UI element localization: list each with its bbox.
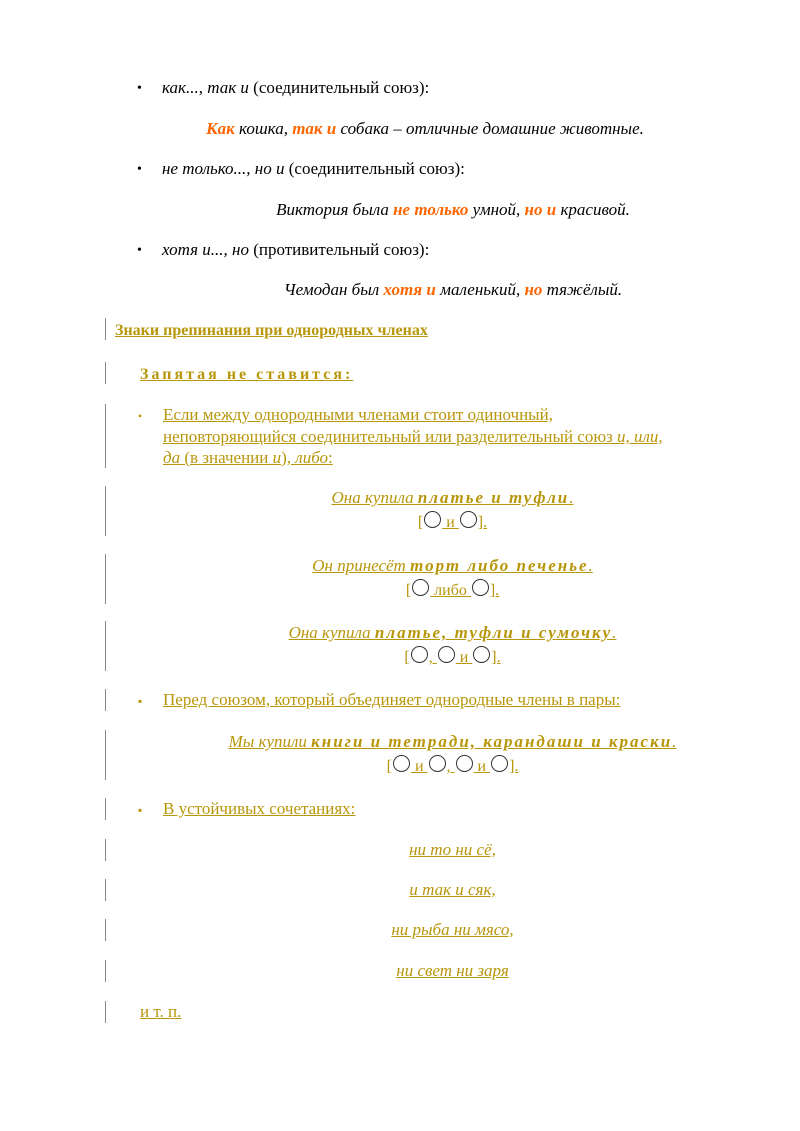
circle-icon [491, 755, 508, 772]
list-bullet: • [137, 162, 142, 177]
rule-2: Перед союзом, который объединяет однородные члены в пары: [163, 690, 621, 709]
example-text: Виктория была [276, 200, 394, 219]
idiom-1: ни то ни сё, [409, 840, 496, 859]
schema-text: , [446, 758, 455, 775]
example-text: . [588, 556, 593, 575]
example-text: Мы купили [228, 732, 312, 751]
change-bar [105, 362, 106, 384]
rule-italic: и, или, [617, 427, 663, 446]
list-bullet: ▪ [138, 694, 143, 708]
example-text: тяжёлый. [542, 280, 623, 299]
circle-icon [456, 755, 473, 772]
schema-3 [0, 646, 800, 669]
schema-1 [0, 511, 800, 534]
list-bullet: • [138, 409, 143, 423]
schema-text: и [473, 758, 491, 775]
highlight-word: хотя и [383, 280, 436, 299]
example-sentence-2 [0, 199, 800, 221]
example-text: Она купила [331, 488, 418, 507]
example-bold: торт либо печенье [410, 556, 589, 575]
etc-text: и т. п. [140, 1002, 182, 1021]
rule-1-line-2 [163, 426, 663, 448]
example-text: маленький, [435, 280, 525, 299]
circle-icon [438, 646, 455, 663]
conjunction-item-3 [162, 239, 429, 261]
highlight-word: но и [524, 200, 557, 219]
change-bar [105, 689, 106, 711]
example-bold: книги и тетради, карандаши и краски [311, 732, 673, 751]
example-text: . [672, 732, 677, 751]
schema-text: и [410, 758, 428, 775]
schema-text: ]. [477, 514, 488, 531]
schema-text: ]. [489, 582, 500, 599]
idiom-2: и так и сяк, [409, 880, 496, 899]
conjunction-desc: (соединительный союз): [253, 78, 430, 97]
rule-1-line-1: Если между однородными членами стоит одиночный, [163, 405, 553, 424]
schema-text: [ [405, 582, 412, 599]
conjunction-term: не только..., но и [162, 159, 285, 178]
schema-text: и [442, 514, 459, 531]
circle-icon [393, 755, 410, 772]
schema-text: [ [386, 758, 392, 775]
schema-4 [0, 755, 800, 778]
rule-text: : [328, 448, 333, 467]
schema-text: ]. [509, 758, 519, 775]
list-bullet: ▪ [138, 803, 143, 817]
schema-text: ]. [491, 649, 501, 666]
conjunction-item-1 [162, 77, 429, 99]
circle-icon [473, 646, 490, 663]
schema-2 [0, 579, 800, 602]
example-text: . [612, 623, 617, 642]
circle-icon [429, 755, 446, 772]
circle-icon [424, 511, 441, 528]
highlight-word: но [524, 280, 543, 299]
section-subheading: Запятая не ставится: [140, 366, 354, 383]
example-sentence-1 [0, 118, 800, 140]
circle-icon [411, 646, 428, 663]
highlight-word: так и [292, 119, 337, 138]
change-bar [105, 1001, 106, 1023]
rule-italic: и [272, 448, 282, 467]
highlight-word: Как [206, 119, 235, 138]
schema-text: , [428, 649, 437, 666]
example-text: . [569, 488, 574, 507]
example-sentence-3 [0, 279, 800, 301]
conjunction-desc: (противительный союз): [253, 240, 430, 259]
example-text: Она купила [288, 623, 375, 642]
conjunction-term: хотя и..., но [162, 240, 249, 259]
rule-italic: да [163, 448, 181, 467]
example-text: Он принесёт [312, 556, 411, 575]
schema-text: [ [404, 649, 410, 666]
rule-italic: либо [295, 448, 329, 467]
change-bar [105, 404, 106, 468]
change-bar [105, 798, 106, 820]
example-text: Чемодан был [283, 280, 384, 299]
rule-3: В устойчивых сочетаниях: [163, 799, 356, 818]
example-text: кошка, [234, 119, 293, 138]
conjunction-item-2 [162, 158, 465, 180]
circle-icon [412, 579, 429, 596]
rule-text: ), [281, 448, 296, 467]
example-text: красивой. [556, 200, 630, 219]
change-bar [105, 318, 106, 340]
rule-text: неповторяющийся соединительный или разделительный союз [163, 427, 618, 446]
example-bold: платье, туфли и сумочку [374, 623, 613, 642]
idiom-3: ни рыба ни мясо, [391, 920, 514, 939]
example-bold: платье и туфли [417, 488, 570, 507]
example-text: умной, [468, 200, 525, 219]
schema-text: [ [417, 514, 424, 531]
highlight-word: не только [393, 200, 469, 219]
schema-text: и [455, 649, 473, 666]
example-2 [0, 555, 800, 577]
example-3 [0, 622, 800, 644]
idiom-4: ни свет ни заря [396, 961, 509, 980]
schema-text: либо [430, 582, 471, 599]
section-heading: Знаки препинания при однородных членах [115, 322, 428, 339]
circle-icon [460, 511, 477, 528]
conjunction-term: как..., так и [162, 78, 249, 97]
rule-1-line-3 [163, 447, 333, 469]
example-1 [0, 487, 800, 509]
example-4 [0, 731, 800, 753]
example-text: собака – отличные домашние животные. [336, 119, 644, 138]
circle-icon [472, 579, 489, 596]
conjunction-desc: (соединительный союз): [288, 159, 465, 178]
list-bullet: • [137, 243, 142, 258]
rule-text: (в значении [180, 448, 273, 467]
list-bullet: • [137, 81, 142, 96]
